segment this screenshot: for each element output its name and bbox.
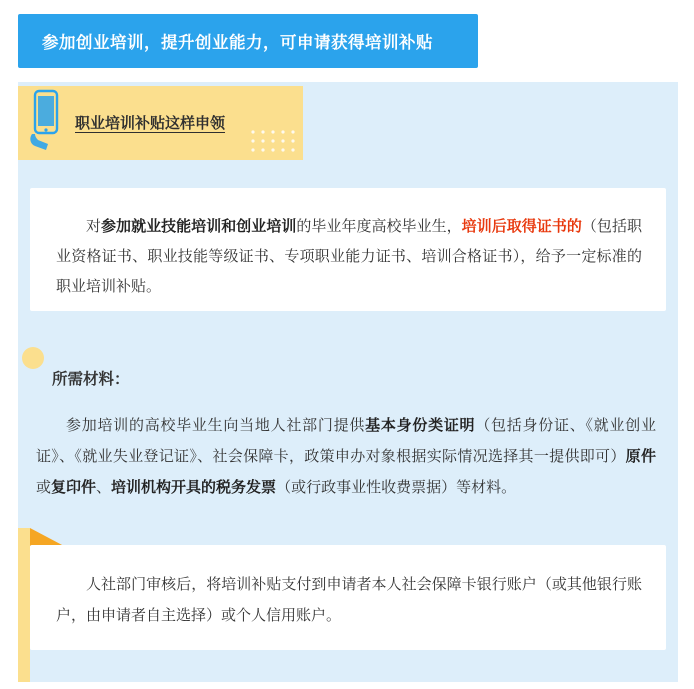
materials-paragraph	[36, 410, 656, 503]
left-accent-rail	[18, 528, 30, 682]
materials-text-bold-2: 原件	[625, 448, 656, 465]
policy-card	[30, 188, 666, 311]
materials-text-mid-2: 或	[36, 479, 52, 496]
banner-title: 参加创业培训，提升创业能力，可申请获得培训补贴	[42, 34, 433, 52]
materials-text-mid-1: （包括身份证、《就业创业证》、《就业失业登记证》、社会保障卡，政策申办对象根据实际情况选择其一提供即可）	[36, 417, 656, 465]
materials-text-bold-1: 基本身份类证明	[365, 417, 476, 434]
materials-text-mid-3: 、	[96, 479, 112, 496]
policy-text-highlight: 培训后取得证书的	[461, 218, 582, 235]
banner	[18, 14, 478, 68]
policy-text-bold-1: 参加就业技能培训和创业培训	[101, 218, 297, 235]
policy-text-mid-1: 的毕业年度高校毕业生，	[296, 218, 462, 235]
policy-text-tail: （包括职业资格证书、职业技能等级证书、专项职业能力证书、培训合格证书），给予一定标准的职业培训补贴。	[56, 218, 642, 295]
materials-text-tail: （或行政事业性收费票据）等材料。	[276, 479, 517, 496]
phone-icon	[26, 88, 66, 154]
materials-text-bold-3: 复印件	[51, 479, 97, 496]
policy-paragraph	[56, 212, 642, 302]
payment-card	[30, 545, 666, 650]
title-card-label: 职业培训补贴这样申领	[75, 115, 226, 132]
section-heading: 所需材料：	[52, 371, 130, 388]
materials-text-bold-4: 培训机构开具的税务发票	[111, 479, 277, 496]
materials-text-lead: 参加培训的高校毕业生向当地人社部门提供	[66, 417, 366, 434]
title-card	[18, 86, 303, 160]
dot-grid-icon	[249, 128, 295, 154]
policy-text-lead: 对	[86, 218, 102, 235]
payment-paragraph: 人社部门审核后，将培训补贴支付到申请者本人社会保障卡银行账户（或其他银行账户，由申请者自主选择）或个人信用账户。	[56, 576, 642, 624]
section-bullet-icon	[22, 347, 44, 369]
